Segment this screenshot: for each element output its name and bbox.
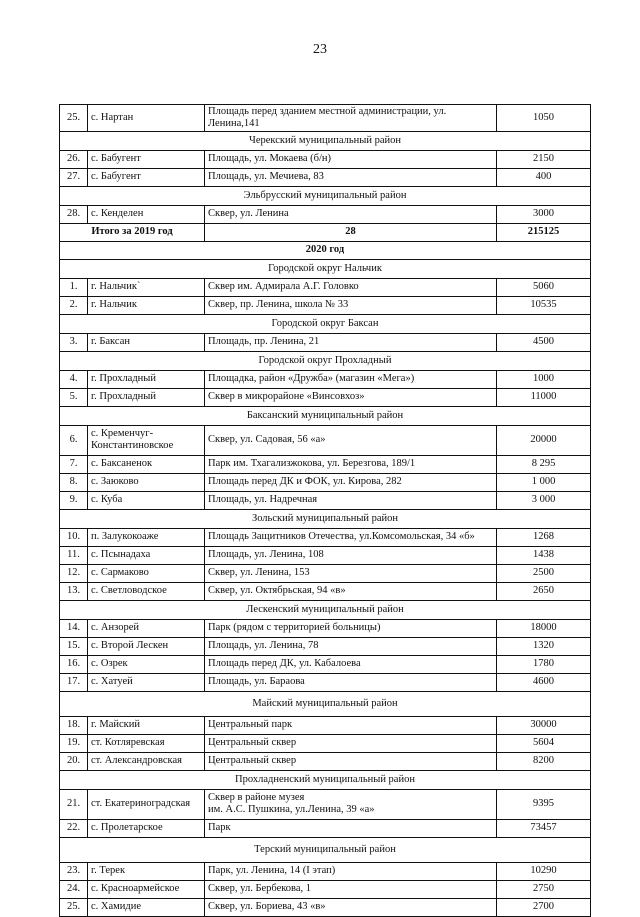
row-number: 9. bbox=[60, 491, 88, 509]
table-row bbox=[60, 278, 591, 296]
row-number: 10. bbox=[60, 528, 88, 546]
year-title: 2020 год bbox=[60, 241, 591, 259]
place-cell: Площадь перед ДК и ФОК, ул. Кирова, 282 bbox=[205, 473, 497, 491]
section-title: Майский муниципальный район bbox=[60, 691, 591, 716]
row-number: 2. bbox=[60, 296, 88, 314]
section-header-row bbox=[60, 837, 591, 862]
section-header-row bbox=[60, 509, 591, 528]
place-cell: Площадь Защитников Отечества, ул.Комсомольская, 34 «б» bbox=[205, 528, 497, 546]
row-number: 13. bbox=[60, 582, 88, 600]
section-title: Баксанский муниципальный район bbox=[60, 406, 591, 425]
value-cell: 2650 bbox=[497, 582, 591, 600]
locality-cell: с. Светловодское bbox=[88, 582, 205, 600]
section-header-row bbox=[60, 691, 591, 716]
value-cell: 30000 bbox=[497, 716, 591, 734]
place-cell: Сквер, ул. Бербекова, 1 bbox=[205, 880, 497, 898]
place-cell: Сквер в районе музея им. А.С. Пушкина, ул.Ленина, 39 «а» bbox=[205, 789, 497, 819]
value-cell: 1000 bbox=[497, 370, 591, 388]
sites-table bbox=[59, 104, 591, 917]
place-cell: Площадь, пр. Ленина, 21 bbox=[205, 333, 497, 351]
section-title: Черекский муниципальный район bbox=[60, 131, 591, 150]
row-number: 15. bbox=[60, 637, 88, 655]
place-cell: Центральный парк bbox=[205, 716, 497, 734]
place-cell: Парк bbox=[205, 819, 497, 837]
place-cell: Сквер им. Адмирала А.Г. Головко bbox=[205, 278, 497, 296]
total-count: 28 bbox=[205, 223, 497, 241]
section-title: Эльбрусский муниципальный район bbox=[60, 186, 591, 205]
table-row bbox=[60, 752, 591, 770]
row-number: 3. bbox=[60, 333, 88, 351]
place-cell: Сквер, ул. Ленина bbox=[205, 205, 497, 223]
table-row bbox=[60, 619, 591, 637]
value-cell: 4600 bbox=[497, 673, 591, 691]
place-cell: Сквер, ул. Бориева, 43 «в» bbox=[205, 898, 497, 916]
table-row bbox=[60, 455, 591, 473]
value-cell: 1438 bbox=[497, 546, 591, 564]
place-cell: Сквер, ул. Октябрьская, 94 «в» bbox=[205, 582, 497, 600]
row-number: 14. bbox=[60, 619, 88, 637]
locality-cell: с. Анзорей bbox=[88, 619, 205, 637]
value-cell: 8200 bbox=[497, 752, 591, 770]
locality-cell: ст. Екатериноградская bbox=[88, 789, 205, 819]
section-title: Зольский муниципальный район bbox=[60, 509, 591, 528]
section-header-row bbox=[60, 186, 591, 205]
locality-cell: ст. Котляревская bbox=[88, 734, 205, 752]
total-row bbox=[60, 223, 591, 241]
value-cell: 10535 bbox=[497, 296, 591, 314]
row-number: 20. bbox=[60, 752, 88, 770]
section-header-row bbox=[60, 351, 591, 370]
value-cell: 400 bbox=[497, 168, 591, 186]
locality-cell: с. Бабугент bbox=[88, 150, 205, 168]
row-number: 24. bbox=[60, 880, 88, 898]
locality-cell: г. Прохладный bbox=[88, 388, 205, 406]
table-row bbox=[60, 473, 591, 491]
row-number: 7. bbox=[60, 455, 88, 473]
value-cell: 20000 bbox=[497, 425, 591, 455]
value-cell: 5604 bbox=[497, 734, 591, 752]
value-cell: 3000 bbox=[497, 205, 591, 223]
table-row bbox=[60, 491, 591, 509]
table-row bbox=[60, 370, 591, 388]
locality-cell: с. Хамидие bbox=[88, 898, 205, 916]
table-row bbox=[60, 205, 591, 223]
place-cell: Площадь, ул. Бараова bbox=[205, 673, 497, 691]
value-cell: 11000 bbox=[497, 388, 591, 406]
locality-cell: с. Второй Лескен bbox=[88, 637, 205, 655]
place-cell: Площадка, район «Дружба» (магазин «Мега») bbox=[205, 370, 497, 388]
locality-cell: с. Пролетарское bbox=[88, 819, 205, 837]
locality-cell: г. Баксан bbox=[88, 333, 205, 351]
locality-cell: с. Красноармейское bbox=[88, 880, 205, 898]
value-cell: 2700 bbox=[497, 898, 591, 916]
value-cell: 2750 bbox=[497, 880, 591, 898]
section-title: Прохладненский муниципальный район bbox=[60, 770, 591, 789]
table-row bbox=[60, 734, 591, 752]
row-number: 28. bbox=[60, 205, 88, 223]
place-cell: Площадь, ул. Мечиева, 83 bbox=[205, 168, 497, 186]
table-row bbox=[60, 862, 591, 880]
total-value: 215125 bbox=[497, 223, 591, 241]
locality-cell: г. Нальчик bbox=[88, 296, 205, 314]
table-row bbox=[60, 655, 591, 673]
table-row bbox=[60, 296, 591, 314]
value-cell: 9395 bbox=[497, 789, 591, 819]
locality-cell: с. Озрек bbox=[88, 655, 205, 673]
table-row bbox=[60, 673, 591, 691]
year-header-row bbox=[60, 241, 591, 259]
place-cell: Площадь, ул. Ленина, 78 bbox=[205, 637, 497, 655]
section-header-row bbox=[60, 600, 591, 619]
section-title: Городской округ Прохладный bbox=[60, 351, 591, 370]
value-cell: 2500 bbox=[497, 564, 591, 582]
section-title: Городской округ Нальчик bbox=[60, 259, 591, 278]
locality-cell: с. Хатуей bbox=[88, 673, 205, 691]
value-cell: 2150 bbox=[497, 150, 591, 168]
locality-cell: г. Прохладный bbox=[88, 370, 205, 388]
table-row bbox=[60, 150, 591, 168]
table-row bbox=[60, 789, 591, 819]
table-row bbox=[60, 564, 591, 582]
row-number: 22. bbox=[60, 819, 88, 837]
locality-cell: г. Нальчик` bbox=[88, 278, 205, 296]
locality-cell: с. Баксаненок bbox=[88, 455, 205, 473]
table-row bbox=[60, 637, 591, 655]
place-cell: Парк, ул. Ленина, 14 (I этап) bbox=[205, 862, 497, 880]
locality-cell: с. Сармаково bbox=[88, 564, 205, 582]
table-row bbox=[60, 425, 591, 455]
row-number: 5. bbox=[60, 388, 88, 406]
value-cell: 10290 bbox=[497, 862, 591, 880]
place-cell: Площадь перед ДК, ул. Кабалоева bbox=[205, 655, 497, 673]
value-cell: 1780 bbox=[497, 655, 591, 673]
total-label: Итого за 2019 год bbox=[60, 223, 205, 241]
row-number: 21. bbox=[60, 789, 88, 819]
row-number: 6. bbox=[60, 425, 88, 455]
section-header-row bbox=[60, 770, 591, 789]
section-header-row bbox=[60, 259, 591, 278]
table-row bbox=[60, 880, 591, 898]
row-number: 12. bbox=[60, 564, 88, 582]
locality-cell: п. Залукокоаже bbox=[88, 528, 205, 546]
place-cell: Центральный сквер bbox=[205, 752, 497, 770]
row-number: 25. bbox=[60, 105, 88, 132]
locality-cell: с. Бабугент bbox=[88, 168, 205, 186]
section-header-row bbox=[60, 131, 591, 150]
section-header-row bbox=[60, 314, 591, 333]
place-cell: Площадь, ул. Ленина, 108 bbox=[205, 546, 497, 564]
value-cell: 8 295 bbox=[497, 455, 591, 473]
value-cell: 3 000 bbox=[497, 491, 591, 509]
table-row bbox=[60, 168, 591, 186]
row-number: 19. bbox=[60, 734, 88, 752]
value-cell: 5060 bbox=[497, 278, 591, 296]
locality-cell: с. Куба bbox=[88, 491, 205, 509]
page-number: 23 bbox=[313, 42, 327, 57]
table-row bbox=[60, 582, 591, 600]
table-row bbox=[60, 546, 591, 564]
row-number: 18. bbox=[60, 716, 88, 734]
locality-cell: с. Кременчуг-Константиновское bbox=[88, 425, 205, 455]
place-cell: Парк (рядом с территорией больницы) bbox=[205, 619, 497, 637]
locality-cell: с. Заюково bbox=[88, 473, 205, 491]
place-cell: Сквер, пр. Ленина, школа № 33 bbox=[205, 296, 497, 314]
place-cell: Сквер, ул. Ленина, 153 bbox=[205, 564, 497, 582]
locality-cell: ст. Александровская bbox=[88, 752, 205, 770]
row-number: 26. bbox=[60, 150, 88, 168]
row-number: 17. bbox=[60, 673, 88, 691]
row-number: 11. bbox=[60, 546, 88, 564]
place-cell: Парк им. Тхагализжокова, ул. Березгова, 189/1 bbox=[205, 455, 497, 473]
row-number: 4. bbox=[60, 370, 88, 388]
row-number: 25. bbox=[60, 898, 88, 916]
table-row bbox=[60, 819, 591, 837]
row-number: 27. bbox=[60, 168, 88, 186]
locality-cell: г. Майский bbox=[88, 716, 205, 734]
place-cell: Центральный сквер bbox=[205, 734, 497, 752]
place-cell: Площадь перед зданием местной администрации, ул. Ленина,141 bbox=[205, 105, 497, 132]
row-number: 16. bbox=[60, 655, 88, 673]
place-cell: Сквер в микрорайоне «Винсовхоз» bbox=[205, 388, 497, 406]
table-row bbox=[60, 898, 591, 916]
table-row bbox=[60, 528, 591, 546]
locality-cell: с. Нартан bbox=[88, 105, 205, 132]
table-row bbox=[60, 388, 591, 406]
row-number: 23. bbox=[60, 862, 88, 880]
value-cell: 1320 bbox=[497, 637, 591, 655]
locality-cell: с. Псынадаха bbox=[88, 546, 205, 564]
section-title: Терский муниципальный район bbox=[60, 837, 591, 862]
section-header-row bbox=[60, 406, 591, 425]
row-number: 8. bbox=[60, 473, 88, 491]
locality-cell: г. Терек bbox=[88, 862, 205, 880]
section-title: Лескенский муниципальный район bbox=[60, 600, 591, 619]
row-number: 1. bbox=[60, 278, 88, 296]
value-cell: 1050 bbox=[497, 105, 591, 132]
value-cell: 18000 bbox=[497, 619, 591, 637]
value-cell: 1 000 bbox=[497, 473, 591, 491]
place-cell: Сквер, ул. Садовая, 56 «а» bbox=[205, 425, 497, 455]
value-cell: 4500 bbox=[497, 333, 591, 351]
section-title: Городской округ Баксан bbox=[60, 314, 591, 333]
table-row bbox=[60, 333, 591, 351]
value-cell: 73457 bbox=[497, 819, 591, 837]
locality-cell: с. Кенделен bbox=[88, 205, 205, 223]
table-row bbox=[60, 716, 591, 734]
place-cell: Площадь, ул. Надречная bbox=[205, 491, 497, 509]
table-row bbox=[60, 105, 591, 132]
value-cell: 1268 bbox=[497, 528, 591, 546]
place-cell: Площадь, ул. Мокаева (б/н) bbox=[205, 150, 497, 168]
